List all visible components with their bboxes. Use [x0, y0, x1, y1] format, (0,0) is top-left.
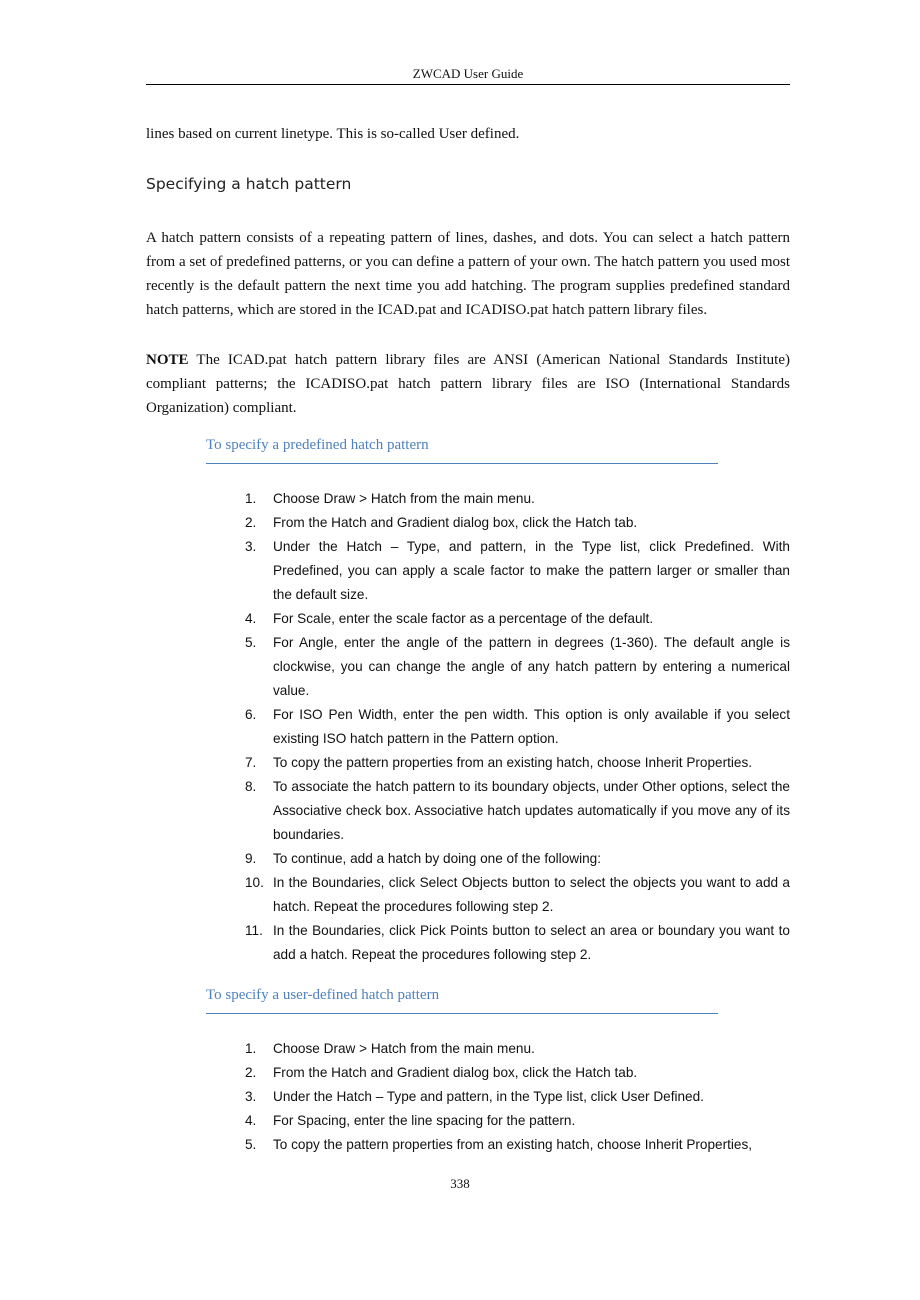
- steps-user-defined: [245, 1037, 790, 1157]
- step-number: 4.: [245, 611, 257, 626]
- step-text: In the Boundaries, click Pick Points button to select an area or boundary you want to add a hatch. Repeat the procedures following step 2.: [273, 923, 790, 962]
- section-title: Specifying a hatch pattern: [146, 175, 352, 193]
- step-number: 1.: [245, 1041, 257, 1056]
- step-text: To continue, add a hatch by doing one of the following:: [273, 851, 601, 866]
- list-item: [245, 847, 790, 871]
- step-text: Choose Draw > Hatch from the main menu.: [273, 1041, 535, 1056]
- step-number: 9.: [245, 851, 257, 866]
- step-text: Under the Hatch – Type and pattern, in the Type list, click User Defined.: [273, 1089, 704, 1104]
- list-item: [245, 1061, 790, 1085]
- step-text: For Angle, enter the angle of the pattern in degrees (1-360). The default angle is clockwise, you can change the angle of any hatch pattern by entering a numerical value.: [273, 635, 790, 698]
- step-number: 3.: [245, 1089, 257, 1104]
- list-item: [245, 775, 790, 847]
- list-item: [245, 1085, 790, 1109]
- step-number: 7.: [245, 755, 257, 770]
- procedure-title-predefined: To specify a predefined hatch pattern: [206, 437, 718, 464]
- step-text: For Spacing, enter the line spacing for the pattern.: [273, 1113, 576, 1128]
- step-text: From the Hatch and Gradient dialog box, click the Hatch tab.: [273, 1065, 638, 1080]
- step-number: 5.: [245, 635, 257, 650]
- step-number: 5.: [245, 1137, 257, 1152]
- list-item: [245, 511, 790, 535]
- step-text: To copy the pattern properties from an existing hatch, choose Inherit Properties.: [273, 755, 753, 770]
- step-text: To copy the pattern properties from an existing hatch, choose Inherit Properties,: [273, 1137, 753, 1152]
- step-text: For Scale, enter the scale factor as a percentage of the default.: [273, 611, 654, 626]
- list-item: [245, 703, 790, 751]
- note: [146, 348, 790, 420]
- step-text: For ISO Pen Width, enter the pen width. This option is only available if you select existing ISO hatch pattern in the Pattern option.: [273, 707, 790, 746]
- note-label: NOTE: [146, 352, 189, 368]
- step-number: 10.: [245, 875, 264, 890]
- step-text: Choose Draw > Hatch from the main menu.: [273, 491, 535, 506]
- step-text: From the Hatch and Gradient dialog box, click the Hatch tab.: [273, 515, 638, 530]
- list-item: [245, 751, 790, 775]
- list-item: [245, 871, 790, 919]
- step-text: In the Boundaries, click Select Objects button to select the objects you want to add a hatch. Repeat the procedures following step 2.: [273, 875, 790, 914]
- procedure-title-user-defined: To specify a user-defined hatch pattern: [206, 987, 718, 1014]
- list-item: [245, 1109, 790, 1133]
- intro-text: lines based on current linetype. This is so-called User defined.: [146, 126, 520, 142]
- running-header: ZWCAD User Guide: [146, 66, 790, 85]
- list-item: [245, 919, 790, 967]
- page-number: 338: [450, 1176, 470, 1191]
- list-item: [245, 607, 790, 631]
- list-item: [245, 1133, 790, 1157]
- step-number: 11.: [245, 923, 263, 938]
- step-number: 2.: [245, 515, 257, 530]
- step-number: 1.: [245, 491, 257, 506]
- step-number: 8.: [245, 779, 257, 794]
- steps-predefined: [245, 487, 790, 967]
- list-item: [245, 535, 790, 607]
- step-text: To associate the hatch pattern to its boundary objects, under Other options, select the Associative check box. Associative hatch updates automatically if you move any of its boundaries.: [273, 779, 790, 842]
- step-text: Under the Hatch – Type, and pattern, in the Type list, click Predefined. With Predefined, you can apply a scale factor to make the pattern larger or smaller than the default size.: [273, 539, 790, 602]
- step-number: 2.: [245, 1065, 257, 1080]
- paragraph: A hatch pattern consists of a repeating pattern of lines, dashes, and dots. You can select a hatch pattern from a set of predefined patterns, or you can define a pattern of your own. The hatch pattern you used most recently is the default pattern the next time you add hatching. The program supplies predefined standard hatch patterns, which are stored in the ICAD.pat and ICADISO.pat hatch pattern library files.: [146, 230, 790, 318]
- list-item: [245, 1037, 790, 1061]
- step-number: 3.: [245, 539, 257, 554]
- step-number: 6.: [245, 707, 257, 722]
- list-item: [245, 487, 790, 511]
- note-text: The ICAD.pat hatch pattern library files are ANSI (American National Standards Institute) compliant patterns; the ICADISO.pat hatch pattern library files are ISO (International Standards Organization) compliant.: [146, 352, 790, 416]
- list-item: [245, 631, 790, 703]
- step-number: 4.: [245, 1113, 257, 1128]
